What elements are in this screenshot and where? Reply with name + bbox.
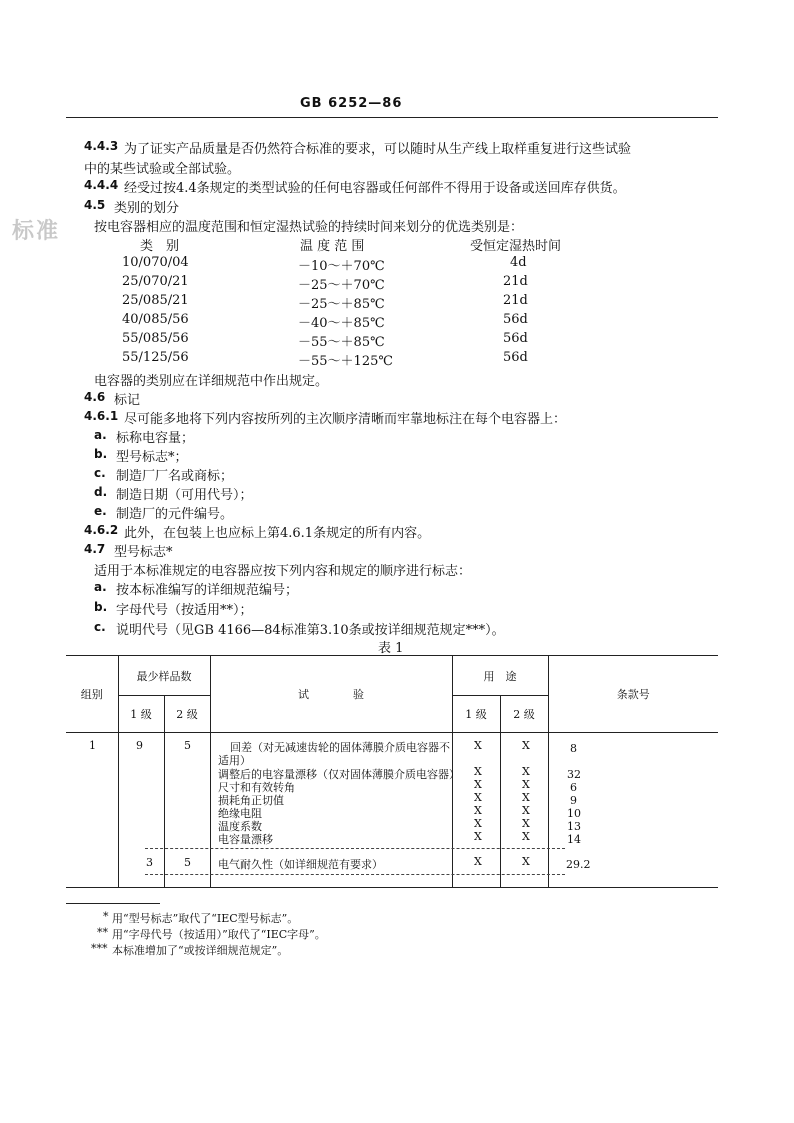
group-number: 1 xyxy=(89,739,96,752)
cat-row-code: 55/085/56 xyxy=(122,331,189,346)
section-4-5-note: 电容器的类别应在详细规范中作出规定。 xyxy=(94,374,329,389)
section-title-4-5: 类别的划分 xyxy=(114,201,180,216)
subgroup-samples-level1: 3 xyxy=(146,856,153,869)
cat-header-category: 类 别 xyxy=(140,239,180,254)
use-level2-mark: X xyxy=(522,830,530,843)
use-level1-mark: X xyxy=(474,830,482,843)
test-name: 调整后的电容量漂移（仅对固体薄膜介质电容器） xyxy=(218,768,460,781)
clause-number: 8 xyxy=(570,742,577,755)
min-samples-level1: 9 xyxy=(136,739,143,752)
list-item: 说明代号（见GB 4166—84标准第3.10条或按详细规范规定***）。 xyxy=(116,623,505,638)
use-level2-mark: X xyxy=(522,778,530,791)
subgroup-samples-level2: 5 xyxy=(184,856,191,869)
section-num-4-5: 4.5 xyxy=(84,198,106,212)
use-level1-mark: X xyxy=(474,778,482,791)
test-name-cont: 适用） xyxy=(218,754,251,767)
clause-number: 10 xyxy=(567,807,581,820)
use-level1-mark: X xyxy=(474,765,482,778)
use-level2-mark: X xyxy=(522,817,530,830)
test-name: 绝缘电阻 xyxy=(218,807,262,820)
min-samples-level2: 5 xyxy=(184,739,191,752)
subgroup-top-dash xyxy=(145,848,565,849)
test-name: 回差（对无减速齿轮的固体薄膜介质电容器不 xyxy=(230,741,450,754)
section-num-4-7: 4.7 xyxy=(84,542,106,556)
use-level2-mark: X xyxy=(522,765,530,778)
clause-4-4-3-line1: 为了证实产品质量是否仍然符合标准的要求，可以随时从生产线上取样重复进行这些试验 xyxy=(124,142,632,157)
list-item-key: b. xyxy=(94,600,108,614)
clause-num-4-4-3: 4.4.3 xyxy=(84,139,119,153)
footnote-mark: *** xyxy=(91,942,108,955)
section-num-4-6: 4.6 xyxy=(84,390,106,404)
clause-4-6-2: 此外，在包装上也应标上第4.6.1条规定的所有内容。 xyxy=(124,526,431,541)
test-name: 损耗角正切值 xyxy=(218,794,284,807)
cat-header-temp: 温 度 范 围 xyxy=(300,239,365,254)
footnote-text: 用“型号标志”取代了“IEC型号标志”。 xyxy=(112,912,299,925)
use-level2-mark: X xyxy=(522,791,530,804)
header-rule xyxy=(66,117,718,118)
header-min-samples: 最少样品数 xyxy=(118,656,210,696)
use-level1-mark: X xyxy=(474,817,482,830)
cat-row-code: 55/125/56 xyxy=(122,350,189,365)
cat-row-time: 56d xyxy=(503,331,528,346)
clause-4-4-3-line2: 中的某些试验或全部试验。 xyxy=(84,162,241,177)
test-name: 电气耐久性（如详细规范有要求） xyxy=(218,858,383,871)
cat-row-temp: －25～＋70℃ xyxy=(298,278,385,293)
test-name: 温度系数 xyxy=(218,820,262,833)
clause-4-4-4: 经受过按4.4条规定的类型试验的任何电容器或任何部件不得用于设备或送回库存供货。 xyxy=(124,181,626,196)
list-item: 标称电容量； xyxy=(116,431,195,446)
list-item-key: c. xyxy=(94,620,106,634)
cat-row-time: 21d xyxy=(503,293,528,308)
clause-number: 9 xyxy=(570,794,577,807)
cat-row-temp: －10～＋70℃ xyxy=(298,259,385,274)
list-item-key: b. xyxy=(94,447,108,461)
use-level1-mark: X xyxy=(474,855,482,868)
cat-row-time: 56d xyxy=(503,312,528,327)
list-item-key: a. xyxy=(94,428,107,442)
list-item: 型号标志*； xyxy=(116,450,188,465)
section-title-4-6: 标记 xyxy=(114,393,141,408)
use-level2-mark: X xyxy=(522,739,530,752)
cat-row-temp: －25～＋85℃ xyxy=(298,297,385,312)
footnote-text: 用“字母代号（按适用）”取代了“IEC字母”。 xyxy=(112,928,326,941)
list-item-key: d. xyxy=(94,485,108,499)
header-level2: 2 级 xyxy=(164,696,210,733)
clause-num-4-6-1: 4.6.1 xyxy=(84,409,119,423)
subgroup-bottom-dash xyxy=(145,874,565,875)
clause-number: 32 xyxy=(567,768,581,781)
cat-row-temp: －40～＋85℃ xyxy=(298,316,385,331)
clause-number: 29.2 xyxy=(566,858,591,871)
section-title-4-7: 型号标志* xyxy=(114,545,173,560)
use-level1-mark: X xyxy=(474,739,482,752)
section-4-7-intro: 适用于本标准规定的电容器应按下列内容和规定的顺序进行标志： xyxy=(94,564,472,579)
clause-4-6-1: 尽可能多地将下列内容按所列的主次顺序清晰而牢靠地标注在每个电容器上： xyxy=(124,412,567,427)
list-item: 按本标准编写的详细规范编号； xyxy=(116,583,299,598)
cat-row-code: 25/070/21 xyxy=(122,274,189,289)
use-level1-mark: X xyxy=(474,804,482,817)
cat-row-temp: －55～＋125℃ xyxy=(298,354,393,369)
clause-num-4-4-4: 4.4.4 xyxy=(84,178,119,192)
cat-row-code: 40/085/56 xyxy=(122,312,189,327)
header-group: 组别 xyxy=(66,656,118,733)
header-use-level2: 2 级 xyxy=(500,696,548,733)
list-item: 制造厂厂名或商标； xyxy=(116,469,234,484)
test-name: 尺寸和有效转角 xyxy=(218,781,295,794)
cat-row-time: 56d xyxy=(503,350,528,365)
list-item-key: c. xyxy=(94,466,106,480)
use-level2-mark: X xyxy=(522,804,530,817)
clause-number: 6 xyxy=(570,781,577,794)
use-level2-mark: X xyxy=(522,855,530,868)
cat-row-code: 10/070/04 xyxy=(122,255,189,270)
clause-number: 13 xyxy=(567,820,581,833)
cat-row-code: 25/085/21 xyxy=(122,293,189,308)
test-name: 电容量漂移 xyxy=(218,833,273,846)
list-item-key: e. xyxy=(94,504,107,518)
section-4-5-intro: 按电容器相应的温度范围和恒定湿热试验的持续时间来划分的优选类别是： xyxy=(94,220,524,235)
cat-row-time: 4d xyxy=(510,255,527,270)
cat-row-temp: －55～＋85℃ xyxy=(298,335,385,350)
list-item: 制造日期（可用代号）； xyxy=(116,488,253,503)
cat-header-humidity: 受恒定湿热时间 xyxy=(470,239,562,254)
header-clause: 条款号 xyxy=(548,656,718,733)
use-level1-mark: X xyxy=(474,791,482,804)
table-caption: 表 1 xyxy=(378,641,404,656)
footnote-mark: ** xyxy=(97,926,108,939)
list-item: 制造厂的元件编号。 xyxy=(116,507,234,522)
footnote-text: 本标准增加了“或按详细规范规定”。 xyxy=(112,944,289,957)
header-use-level1: 1 级 xyxy=(452,696,500,733)
list-item-key: a. xyxy=(94,580,107,594)
standard-code: GB 6252—86 xyxy=(300,96,403,111)
list-item: 字母代号（按适用**）； xyxy=(116,603,253,618)
cat-row-time: 21d xyxy=(503,274,528,289)
footnote-rule xyxy=(66,903,160,904)
header-test: 试 验 xyxy=(210,656,452,733)
footnote-mark: * xyxy=(103,910,109,923)
header-level1: 1 级 xyxy=(118,696,164,733)
header-use: 用 途 xyxy=(452,656,548,696)
clause-num-4-6-2: 4.6.2 xyxy=(84,523,119,537)
watermark-stamp: 标准 xyxy=(12,218,61,244)
clause-number: 14 xyxy=(567,833,581,846)
